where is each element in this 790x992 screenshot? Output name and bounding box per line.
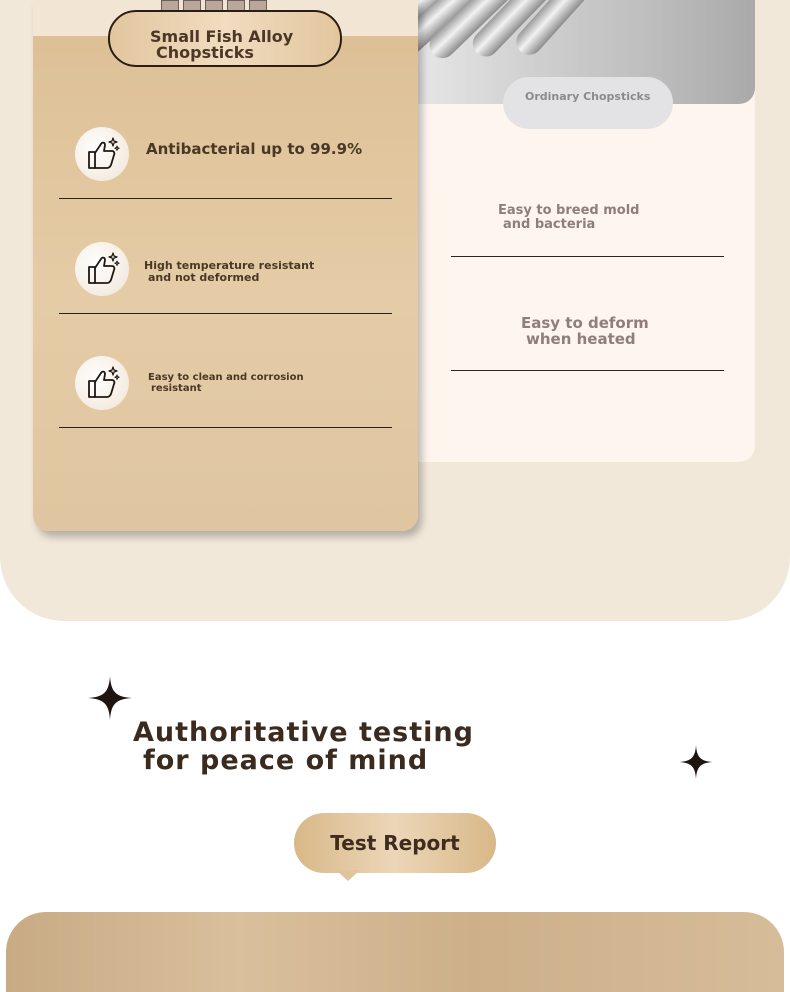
feature-text: High temperature resistant and not deformed [144, 259, 315, 284]
button-pointer [336, 870, 360, 881]
thumbs-up-icon [75, 242, 129, 296]
fish-chopsticks-card [33, 0, 418, 531]
divider [59, 313, 392, 314]
divider [59, 427, 392, 428]
testing-headline: Authoritative testing for peace of mind [133, 717, 474, 776]
sparkle-icon [679, 744, 713, 780]
thumbs-up-icon [75, 356, 129, 410]
ordinary-item: Easy to breed mold and bacteria [498, 203, 640, 232]
ordinary-item: Easy to deform when heated [521, 314, 649, 348]
thumbs-up-icon [75, 127, 129, 181]
test-report-button[interactable]: Test Report [294, 813, 496, 873]
ordinary-chopsticks-label: Ordinary Chopsticks [503, 77, 673, 129]
feature-text: Easy to clean and corrosion resistant [148, 372, 304, 394]
fish-chopsticks-title: Small Fish Alloy Chopsticks [108, 10, 342, 67]
divider [451, 256, 724, 257]
feature-text: Antibacterial up to 99.9% [146, 140, 363, 158]
divider [59, 198, 392, 199]
ordinary-chopsticks-card [418, 0, 755, 462]
test-report-banner [6, 912, 784, 992]
sparkle-icon [88, 676, 132, 720]
divider [451, 370, 724, 371]
